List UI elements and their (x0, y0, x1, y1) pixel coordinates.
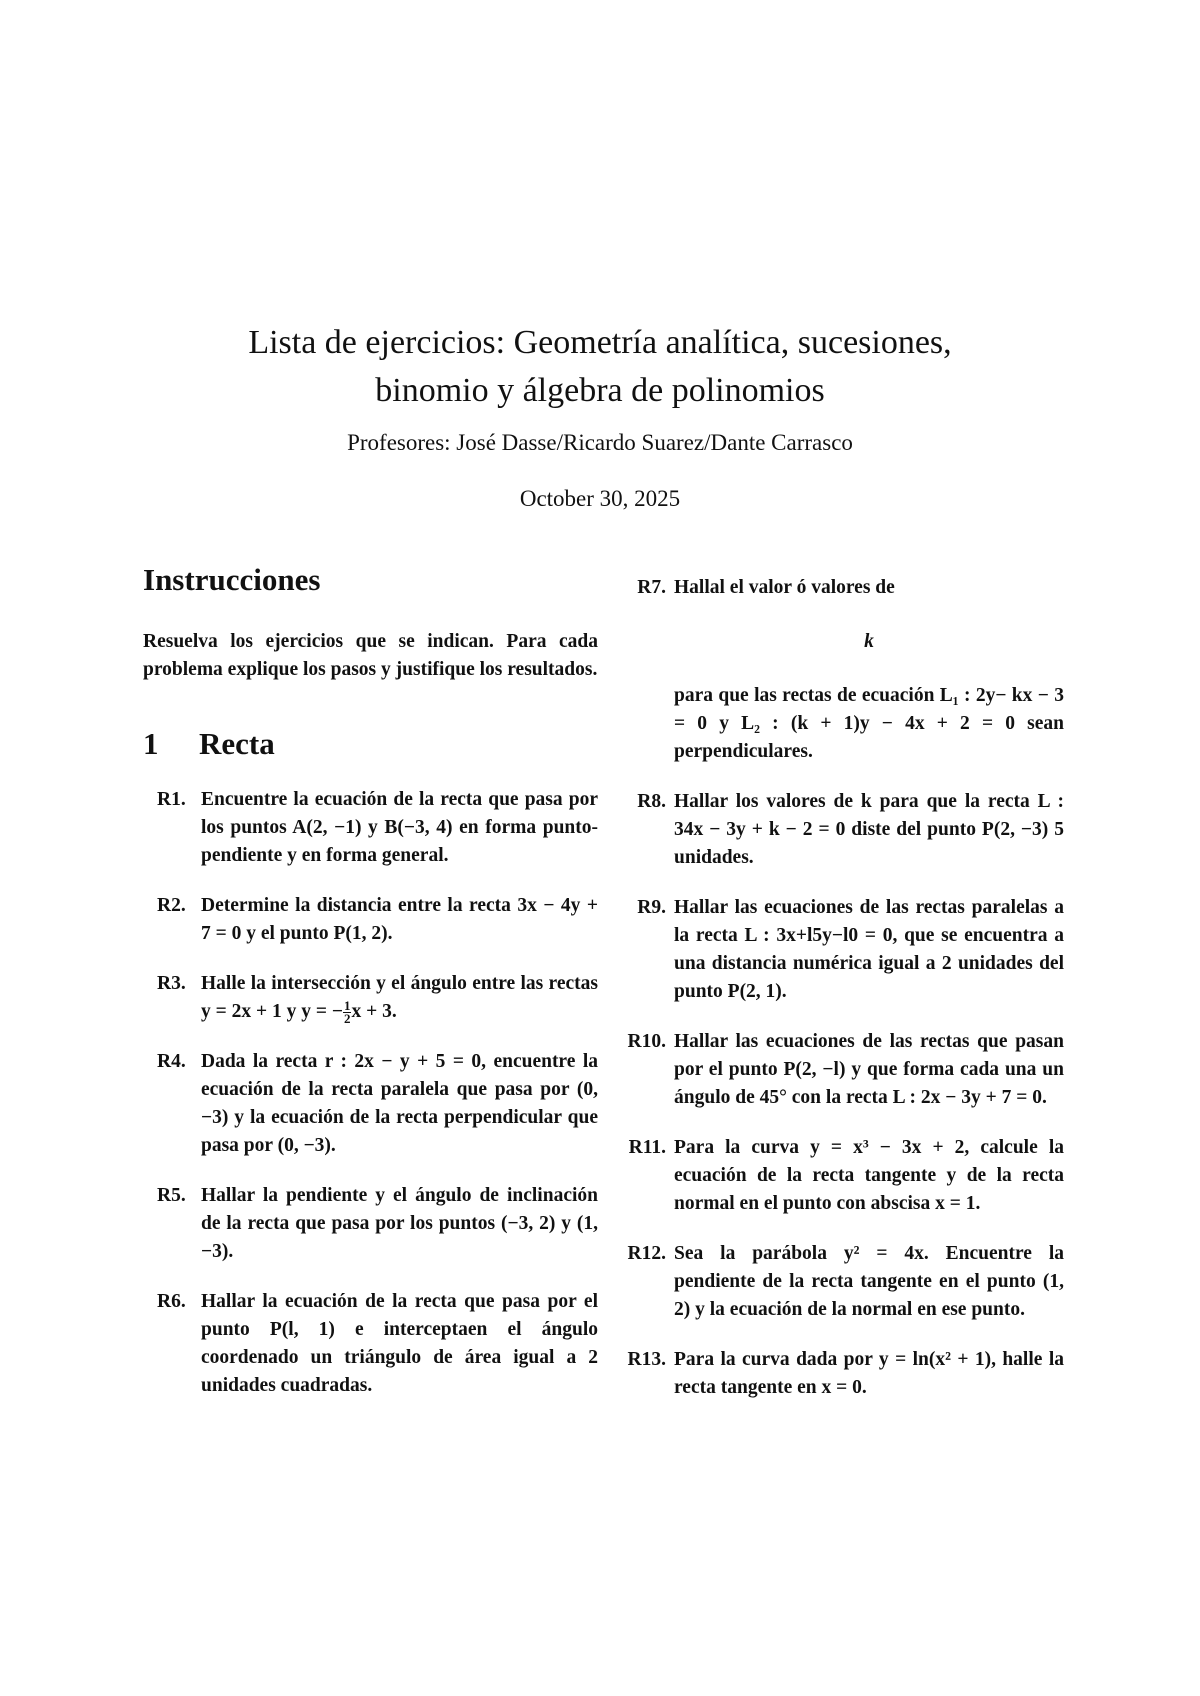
exercise-label: R3. (157, 973, 186, 994)
exercise-r5 (143, 1182, 598, 1266)
exercise-label: R8. (637, 791, 666, 812)
title-line-1: Lista de ejercicios: Geometría analítica, sucesiones, (248, 323, 952, 361)
exercise-label: R11. (628, 1137, 666, 1158)
variable-k: k (864, 631, 874, 652)
exercise-text: Determine la distancia entre la recta 3x − 4y + 7 = 0 y el punto P(1, 2). (201, 895, 598, 944)
authors: Profesores: José Dasse/Ricardo Suarez/Dante Carrasco (347, 430, 853, 455)
exercise-text: Para la curva dada por y = ln(x² + 1), halle la recta tangente en x = 0. (674, 1349, 1064, 1398)
section-heading-recta (143, 724, 598, 764)
exercise-text: Dada la recta r : 2x − y + 5 = 0, encuentre la ecuación de la recta paralela que pasa por (0, −3) y la ecuación de la recta perpendicular que pasa por (0, −3). (201, 1051, 598, 1156)
exercise-list-right (622, 574, 1064, 1402)
exercise-text: Hallal el valor ó valores de (674, 577, 895, 598)
exercise-text: Hallar la ecuación de la recta que pasa por el punto P(l, 1) e interceptaen el ángulo coordenado un triángulo de área igual a 2 unidades cuadradas. (201, 1291, 598, 1396)
exercise-list-left (143, 786, 598, 1400)
exercise-label: R2. (157, 895, 186, 916)
exercise-label: R4. (157, 1051, 186, 1072)
exercise-text: Para la curva y = x³ − 3x + 2, calcule la ecuación de la recta tangente y de la recta normal en el punto con abscisa x = 1. (674, 1137, 1064, 1214)
exercise-label: R7. (637, 577, 666, 598)
exercise-label: R12. (627, 1243, 666, 1264)
exercise-label: R5. (157, 1185, 186, 1206)
exercise-text-continued: para que las rectas de ecuación L₁ : 2y− kx − 3 = 0 y L₂ : (k + 1)y − 4x + 2 = 0 sean perpendiculares. (674, 685, 1064, 762)
exercise-label: R1. (157, 789, 186, 810)
exercise-r4 (143, 1048, 598, 1160)
section-title: Recta (199, 726, 275, 761)
exercise-r7 (622, 574, 1064, 766)
exercise-text-end: x + 3. (351, 1001, 397, 1022)
document-date: October 30, 2025 (519, 486, 681, 511)
instructions-text: Resuelva los ejercicios que se indican. Para cada problema explique los pasos y justifique los resultados. (143, 631, 598, 680)
exercise-r13 (622, 1346, 1064, 1402)
exercise-r10 (622, 1028, 1064, 1112)
exercise-r2 (143, 892, 598, 948)
title-line-2: binomio y álgebra de polinomios (375, 371, 825, 409)
exercise-r3 (143, 970, 598, 1026)
document-title (100, 319, 1100, 415)
exercise-r8 (622, 788, 1064, 872)
exercise-text: Hallar las ecuaciones de las rectas paralelas a la recta L : 3x+l5y−l0 = 0, que se encuentra a una distancia numérica igual a 2 unidades del punto P(2, 1). (674, 897, 1064, 1002)
exercise-text: Hallar la pendiente y el ángulo de inclinación de la recta que pasa por los puntos (−3, 2) y (1, −3). (201, 1185, 598, 1262)
exercise-r1 (143, 786, 598, 870)
section-number: 1 (143, 726, 159, 761)
exercise-r11 (622, 1134, 1064, 1218)
exercise-text: Encuentre la ecuación de la recta que pasa por los puntos A(2, −1) y B(−3, 4) en forma punto-pendiente y en forma general. (201, 789, 598, 866)
right-column (622, 560, 1064, 1424)
exercise-label: R10. (627, 1031, 666, 1052)
exercise-text: Sea la parábola y² = 4x. Encuentre la pendiente de la recta tangente en el punto (1, 2) y la ecuación de la normal en ese punto. (674, 1243, 1064, 1320)
exercise-r6 (143, 1288, 598, 1400)
exercise-label: R9. (637, 897, 666, 918)
exercise-r9 (622, 894, 1064, 1006)
fraction-numerator: 1 (343, 998, 351, 1014)
left-column (143, 560, 598, 1422)
exercise-label: R13. (627, 1349, 666, 1370)
exercise-label: R6. (157, 1291, 186, 1312)
fraction-denominator: 2 (343, 1011, 351, 1027)
exercise-text: Halle la intersección y el ángulo entre las rectas y = 2x + 1 y y = − (201, 973, 598, 1022)
exercise-text: Hallar los valores de k para que la recta L : 34x − 3y + k − 2 = 0 diste del punto P(2, −3) 5 unidades. (674, 791, 1064, 868)
exercise-r12 (622, 1240, 1064, 1324)
instructions-heading: Instrucciones (143, 562, 321, 597)
exercise-text: Hallar las ecuaciones de las rectas que pasan por el punto P(2, −l) y que forma cada una un ángulo de 45° con la recta L : 2x − 3y + 7 = 0. (674, 1031, 1064, 1108)
